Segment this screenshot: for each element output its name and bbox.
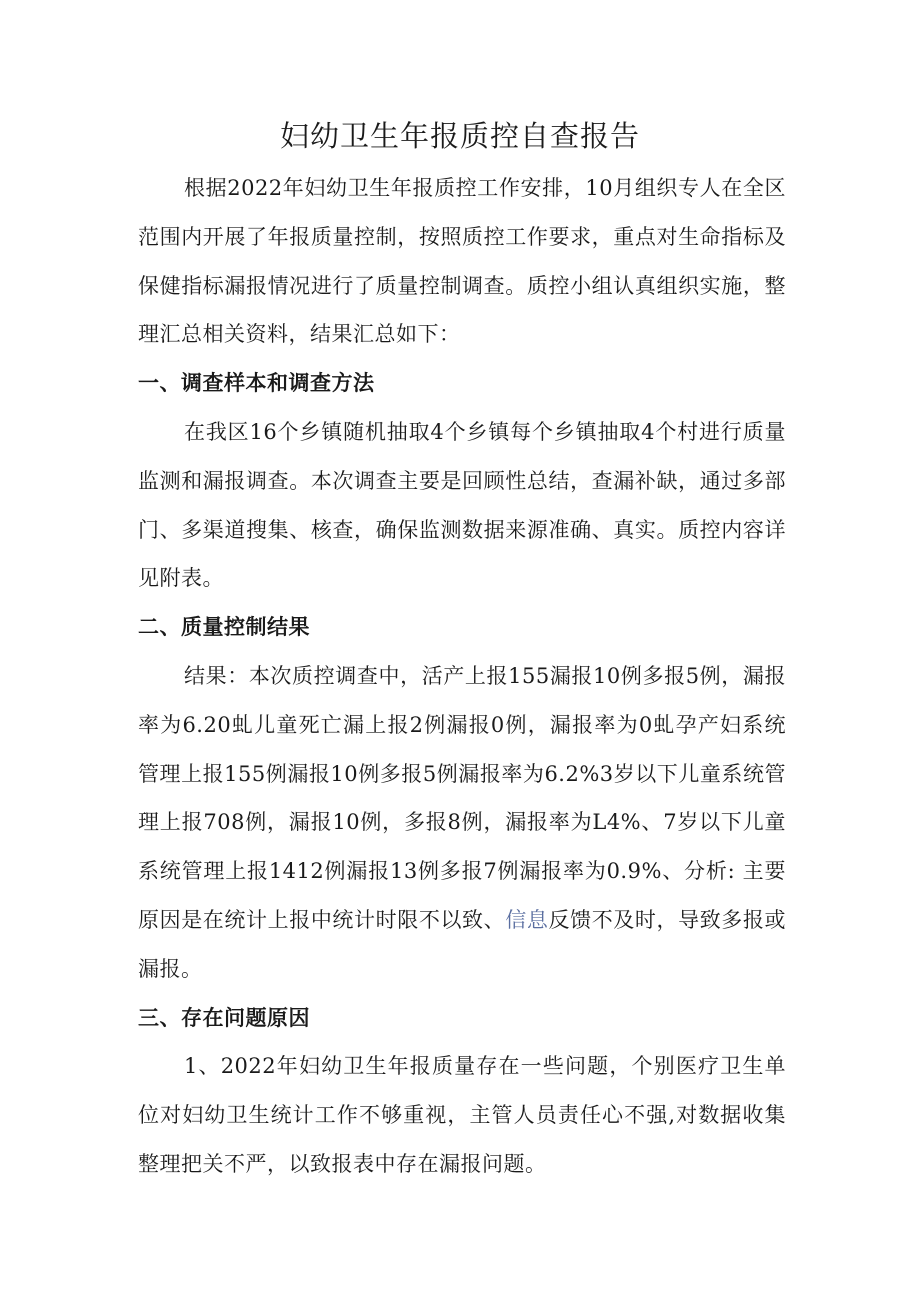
info-link[interactable]: 信息 [505,907,549,932]
problems-paragraph: 1、2022年妇幼卫生年报质量存在一些问题，个别医疗卫生单位对妇幼卫生统计工作不够重视，主管人员责任心不强,对数据收集整理把关不严，以致报表中存在漏报问题。 [138,1054,786,1176]
section-heading-problems: 三、存在问题原因 [138,1005,310,1030]
document-title: 妇幼卫生年报质控自查报告 [279,119,640,153]
document-body [138,164,786,1189]
sampling-paragraph: 在我区16个乡镇随机抽取4个乡镇每个乡镇抽取4个村进行质量监测和漏报调查。本次调查主要是回顾性总结，查漏补缺，通过多部门、多渠道搜集、核查，确保监测数据来源准确、真实。质控内容详见附表。 [138,419,786,591]
section-heading-sampling: 一、调查样本和调查方法 [138,371,375,396]
results-text-part2: 反馈不及时，导致多报或漏报。 [138,907,787,981]
section-heading-results: 二、质量控制结果 [138,615,310,640]
results-text-part1: 结果：本次质控调查中，活产上报155漏报10例多报5例，漏报率为6.20虬儿童死亡漏上报2例漏报0例，漏报率为0虬孕产妇系统管理上报155例漏报10例多报5例漏报率为6.2%3岁以下儿童系统管理上报708例，漏报10例，多报8例，漏报率为L4%、7岁以下儿童系统管理上报1412例漏报13例多报7例漏报率为0.9%、分析: 主要原因是在统计上报中统计时限不以致、 [138,663,786,932]
results-paragraph [138,652,786,994]
intro-paragraph: 根据2022年妇幼卫生年报质控工作安排，10月组织专人在全区范围内开展了年报质量控制，按照质控工作要求，重点对生命指标及保健指标漏报情况进行了质量控制调查。质控小组认真组织实施，整理汇总相关资料，结果汇总如下： [138,176,786,347]
